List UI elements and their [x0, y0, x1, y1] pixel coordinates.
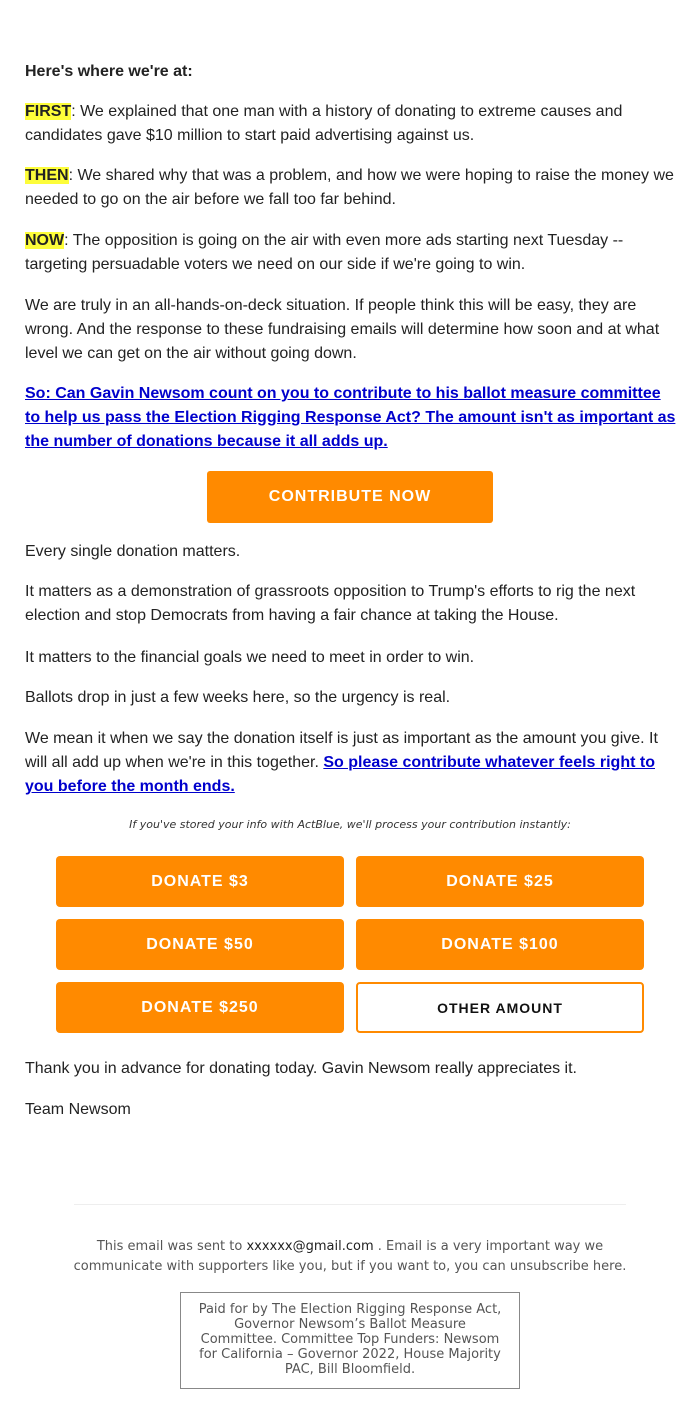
thanks-paragraph: Thank you in advance for donating today. Gavin Newsom really appreciates it.: [25, 1060, 577, 1077]
point-first-tag: FIRST: [25, 103, 72, 120]
donate-50-button[interactable]: DONATE $50: [56, 919, 344, 970]
mean-it-paragraph: [25, 727, 677, 799]
contribute-whatever-link[interactable]: So please contribute whatever feels right to you before the month ends.: [25, 754, 655, 795]
point-now: [25, 229, 677, 277]
actblue-note: If you've stored your info with ActBlue, we'll process your contribution instantly:: [129, 818, 571, 831]
intro-heading: Here's where we're at:: [25, 63, 193, 80]
footer-sent-suffix[interactable]: . Email is a very important way we communicate with supporters like you, but if you want to, you can unsubscribe here.: [73, 1239, 627, 1274]
point-first: [25, 100, 677, 148]
point-then-tag: THEN: [25, 167, 69, 184]
signoff: Team Newsom: [25, 1101, 131, 1118]
grassroots-paragraph: It matters as a demonstration of grassroots opposition to Trump's efforts to rig the next election and stop Democrats from having a fair chance at taking the House.: [25, 583, 636, 624]
every-donation-paragraph: Every single donation matters.: [25, 543, 241, 560]
mean-it-text: We mean it when we say the donation itself is just as important as the amount you give. It will all add up when we're in this together.: [25, 730, 658, 771]
footer-divider: [74, 1204, 626, 1205]
contribute-now-button[interactable]: CONTRIBUTE NOW: [207, 471, 493, 523]
point-then: [25, 164, 677, 212]
point-then-text: : We shared why that was a problem, and how we were hoping to raise the money we needed to go on the air before we fall too far behind.: [25, 167, 674, 208]
all-hands-paragraph: We are truly in an all-hands-on-deck situation. If people think this will be easy, they are wrong. And the response to these fundraising emails will determine how soon and at what level we can get on the air without going down.: [25, 297, 660, 362]
donate-3-button[interactable]: DONATE $3: [56, 856, 344, 907]
recipient-email: xxxxxx@gmail.com: [246, 1239, 374, 1254]
donate-25-button[interactable]: DONATE $25: [356, 856, 644, 907]
financial-paragraph: It matters to the financial goals we need to meet in order to win.: [25, 649, 475, 666]
ballots-paragraph: Ballots drop in just a few weeks here, so the urgency is real.: [25, 689, 451, 706]
point-first-text: : We explained that one man with a history of donating to extreme causes and candidates gave $10 million to start paid advertising against us.: [25, 103, 623, 144]
donate-250-button[interactable]: DONATE $250: [56, 982, 344, 1033]
ask-paragraph: [25, 382, 677, 454]
point-now-tag: NOW: [25, 232, 65, 249]
footer-notice: [60, 1237, 640, 1277]
point-now-text: : The opposition is going on the air with even more ads starting next Tuesday -- targeting persuadable voters we need on our side if we're going to win.: [25, 232, 624, 273]
footer-sent-prefix: This email was sent to: [96, 1239, 247, 1254]
paid-for-disclaimer: Paid for by The Election Rigging Response Act, Governor Newsom’s Ballot Measure Committee. Committee Top Funders: Newsom for California – Governor 2022, House Majority PAC, Bill Bloomfield.: [180, 1292, 520, 1389]
ask-link[interactable]: So: Can Gavin Newsom count on you to contribute to his ballot measure committee to help us pass the Election Rigging Response Act? The amount isn't as important as the number of donations because it all adds up.: [25, 385, 676, 450]
donate-100-button[interactable]: DONATE $100: [356, 919, 644, 970]
other-amount-button[interactable]: OTHER AMOUNT: [356, 982, 644, 1033]
